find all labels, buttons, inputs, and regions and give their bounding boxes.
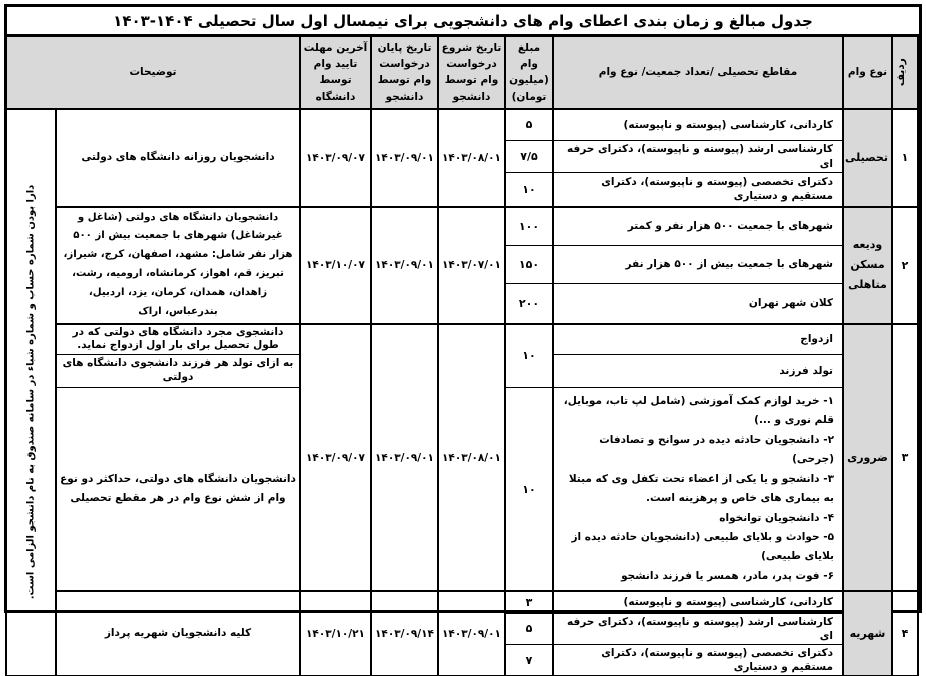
- level-cell: دکترای تخصصی (پیوسته و ناپیوسته)، دکترای مستقیم و دستیاری: [553, 173, 843, 207]
- deadline-cell: ۱۴۰۳/۱۰/۲۱: [300, 591, 371, 676]
- list-item: ۶- فوت پدر، مادر، همسر یا فرزند دانشجو: [621, 569, 834, 582]
- notes-cell: دانشجوی مجرد دانشگاه های دولتی که در طول تحصیل برای بار اول ازدواج نماید.: [56, 324, 300, 355]
- header-approval-deadline: آخرین مهلت تایید وام توسط دانشگاه: [300, 37, 371, 109]
- row-number-label: ردیف: [894, 58, 907, 87]
- row-number-cell: ۴: [892, 591, 918, 676]
- start-date-cell: ۱۴۰۳/۰۷/۰۱: [438, 207, 505, 324]
- amount-cell: ۵: [505, 613, 553, 644]
- start-date-cell: ۱۴۰۳/۰۹/۰۱: [438, 591, 505, 676]
- header-row: [6, 37, 918, 109]
- notes-cell: دانشجویان روزانه دانشگاه های دولتی: [56, 109, 300, 207]
- notes-cell: دانشجویان دانشگاه های دولتی (شاغل و غیرشاغل) شهرهای با جمعیت بیش از ۵۰۰ هزار نفر شامل: مشهد، اصفهان، کرج، شیراز، تبریز، قم، اهواز، کرمانشاه، ارومیه، رشت، زاهدان، همدان، کرمان، یزد، اردبیل، بندرعباس، اراک: [56, 207, 300, 324]
- loan-type-cell: ضروری: [843, 324, 892, 592]
- table-row: [6, 109, 918, 141]
- level-cell: کاردانی، کارشناسی (پیوسته و ناپیوسته): [553, 109, 843, 141]
- header-loan-type: نوع وام: [843, 37, 892, 109]
- deadline-cell: ۱۴۰۳/۰۹/۰۷: [300, 109, 371, 207]
- end-date-cell: ۱۴۰۳/۰۹/۰۱: [371, 109, 438, 207]
- notes-cell: کلیه دانشجویان شهریه پرداز: [56, 591, 300, 676]
- header-row-number: [892, 37, 918, 109]
- level-cell: کارشناسی ارشد (پیوسته و ناپیوسته)، دکترای حرفه ای: [553, 613, 843, 644]
- deadline-cell: ۱۴۰۳/۰۹/۰۷: [300, 324, 371, 592]
- side-note: دارا بودن شماره حساب و شماره شباء در سامانه صندوق به نام دانشجو الزامی است.: [25, 185, 37, 600]
- amount-cell: ۳: [505, 591, 553, 613]
- table-row: [6, 324, 918, 355]
- amount-cell: ۲۰۰: [505, 284, 553, 324]
- table-row: [6, 591, 918, 613]
- row-number-cell: ۳: [892, 324, 918, 592]
- side-note-cell: [6, 109, 56, 676]
- header-notes: توضیحات: [6, 37, 300, 109]
- loans-table: [5, 36, 919, 676]
- start-date-cell: ۱۴۰۳/۰۸/۰۱: [438, 324, 505, 592]
- end-date-cell: ۱۴۰۳/۰۹/۰۱: [371, 324, 438, 592]
- start-date-cell: ۱۴۰۳/۰۸/۰۱: [438, 109, 505, 207]
- list-item: ۲- دانشجویان حادثه دیده در سوانح و تصادفات (جرحی): [599, 433, 834, 466]
- level-cell: کارشناسی ارشد (پیوسته و ناپیوسته)، دکترای حرفه ای: [553, 141, 843, 173]
- list-item: ۴- دانشجویان توانخواه: [719, 511, 834, 524]
- notes-cell: دانشجویان دانشگاه های دولتی، حداکثر دو نوع وام از شش نوع وام در هر مقطع تحصیلی: [56, 388, 300, 592]
- loan-type-cell: تحصیلی: [843, 109, 892, 207]
- header-start-date: تاریخ شروع درخواست وام توسط دانشجو: [438, 37, 505, 109]
- list-item: ۱- خرید لوازم کمک آموزشی (شامل لپ تاب، موبایل، قلم نوری و ...): [563, 395, 834, 427]
- level-cell: تولد فرزند: [553, 355, 843, 388]
- end-date-cell: ۱۴۰۳/۰۹/۰۱: [371, 207, 438, 324]
- list-item: ۳- دانشجو و یا یکی از اعضاء تحت تکفل وی که مبتلا به بیماری های خاص و پرهزینه است.: [568, 472, 834, 505]
- loan-type-cell: شهریه: [843, 591, 892, 676]
- amount-cell: ۷/۵: [505, 141, 553, 173]
- level-cell: کلان شهر تهران: [553, 284, 843, 324]
- end-date-cell: ۱۴۰۳/۰۹/۱۴: [371, 591, 438, 676]
- list-item: ۵- حوادث و بلایای طبیعی (دانشجویان حادثه دیده از بلایای طبیعی): [571, 530, 834, 563]
- amount-cell: ۷: [505, 645, 553, 676]
- level-cell: شهرهای با جمعیت ۵۰۰ هزار نفر و کمتر: [553, 207, 843, 246]
- row-number-cell: ۲: [892, 207, 918, 324]
- header-levels: مقاطع تحصیلی /تعداد جمعیت/ نوع وام: [553, 37, 843, 109]
- amount-cell: ۱۰۰: [505, 207, 553, 246]
- amount-cell: ۱۰: [505, 173, 553, 207]
- level-cell: دکترای تخصصی (پیوسته و ناپیوسته)، دکترای مستقیم و دستیاری: [553, 645, 843, 676]
- amount-cell: ۵: [505, 109, 553, 141]
- level-cell: کاردانی، کارشناسی (پیوسته و ناپیوسته): [553, 591, 843, 613]
- level-cell: شهرهای با جمعیت بیش از ۵۰۰ هزار نفر: [553, 245, 843, 284]
- level-cell: ازدواج: [553, 324, 843, 355]
- loan-type-cell: ودیعه مسکن متاهلی: [843, 207, 892, 324]
- header-end-date: تاریخ پایان درخواست وام توسط دانشجو: [371, 37, 438, 109]
- document-frame: [4, 4, 922, 674]
- essential-loan-items-list: [553, 388, 843, 592]
- deadline-cell: ۱۴۰۳/۱۰/۰۷: [300, 207, 371, 324]
- amount-cell: ۱۰: [505, 324, 553, 388]
- notes-cell: به ازای تولد هر فرزند دانشجوی دانشگاه های دولتی: [56, 355, 300, 388]
- header-amount: مبلغ وام (میلیون تومان): [505, 37, 553, 109]
- amount-cell: ۱۰: [505, 388, 553, 592]
- table-row: [6, 207, 918, 246]
- amount-cell: ۱۵۰: [505, 245, 553, 284]
- row-number-cell: ۱: [892, 109, 918, 207]
- table-title: جدول مبالغ و زمان بندی اعطای وام های دانشجویی برای نیمسال اول سال تحصیلی ۱۴۰۴-۱۴۰۳: [7, 7, 919, 36]
